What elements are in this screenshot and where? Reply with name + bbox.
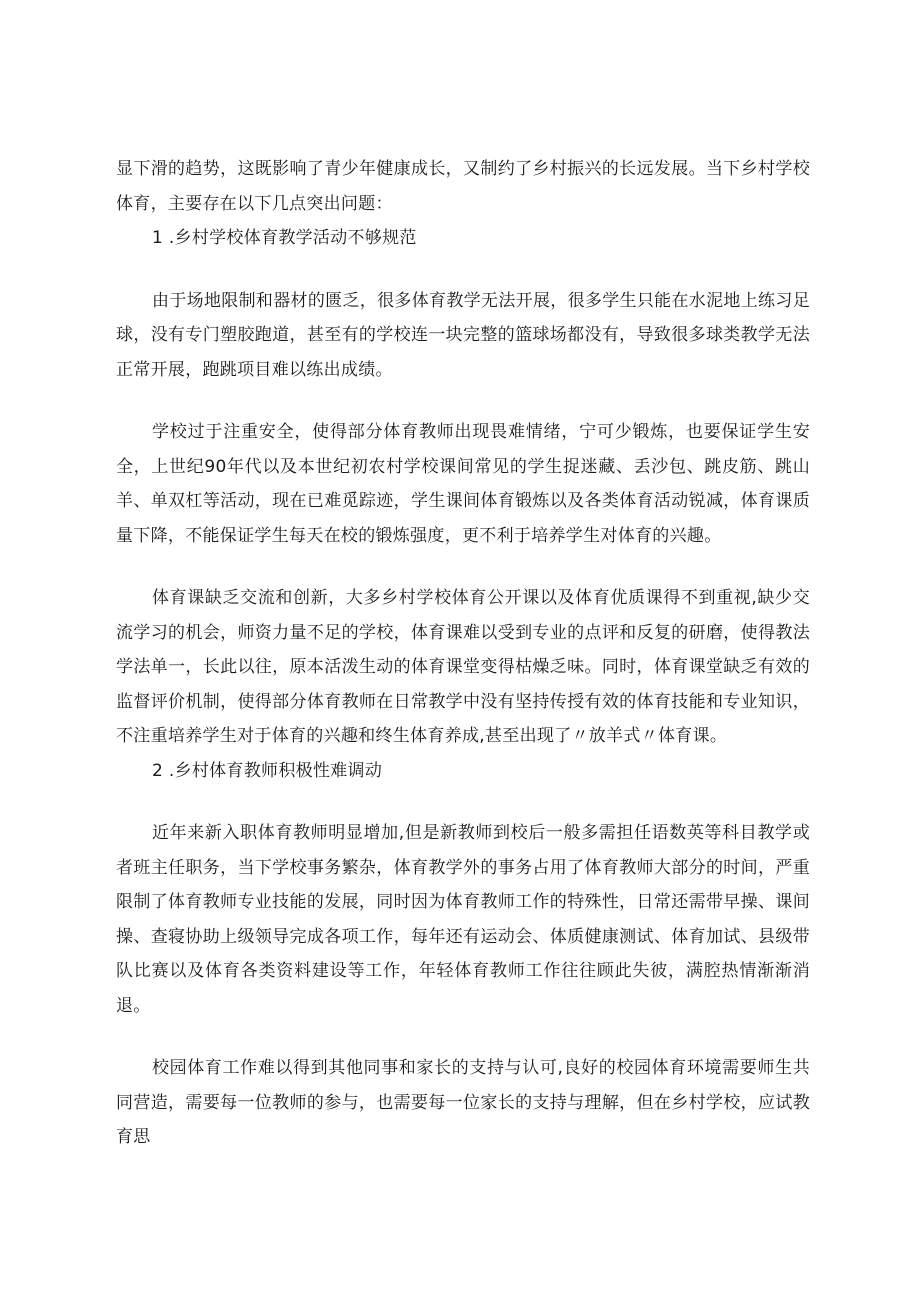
paragraph-intro: 显下滑的趋势，这既影响了青少年健康成长，又制约了乡村振兴的长远发展。当下乡村学校体育，主要存在以下几点突出问题： xyxy=(116,159,810,214)
section-heading-2: 2 .乡村体育教师积极性难调动 xyxy=(152,760,383,781)
paragraph-support: 校园体育工作难以得到其他同事和家长的支持与认可,良好的校园体育环境需要师生共同营造，需要每一位教师的参与，也需要每一位家长的支持与理解，但在乡村学校，应试教育思 xyxy=(116,1058,810,1147)
paragraph-safety: 学校过于注重安全，使得部分体育教师出现畏难情绪，宁可少锻炼，也要保证学生安全，上世纪90年代以及本世纪初农村学校课间常见的学生捉迷藏、丢沙包、跳皮筋、跳山羊、单双杠等活动，现在已难觅踪迹，学生课间体育锻炼以及各类体育活动锐减，体育课质量下降，不能保证学生每天在校的锻炼强度，更不利于培养学生对体育的兴趣。 xyxy=(116,422,810,546)
paragraph-teacher-workload: 近年来新入职体育教师明显增加,但是新教师到校后一般多需担任语数英等科目教学或者班主任职务，当下学校事务繁杂，体育教学外的事务占用了体育教师大部分的时间，严重限制了体育教师专业技能的发展，同时因为体育教师工作的特殊性，日常还需带早操、课间操、查寝协助上级领导完成各项工作，每年还有运动会、体质健康测试、体育加试、县级带队比赛以及体育各类资料建设等工作，年轻体育教师工作往往顾此失彼，满腔热情渐渐消退。 xyxy=(116,823,810,1016)
paragraph-innovation: 体育课缺乏交流和创新，大多乡村学校体育公开课以及体育优质课得不到重视,缺少交流学习的机会，师资力量不足的学校，体育课难以受到专业的点评和反复的研磨，使得教法学法单一，长此以往，原本活泼生动的体育课堂变得枯燥乏味。同时，体育课堂缺乏有效的监督评价机制，使得部分体育教师在日常教学中没有坚持传授有效的体育技能和专业知识，不注重培养学生对于体育的兴趣和终生体育养成,甚至出现了〃放羊式〃体育课。 xyxy=(116,588,810,746)
paragraph-venue-equipment: 由于场地限制和器材的匮乏，很多体育教学无法开展，很多学生只能在水泥地上练习足球，没有专门塑胶跑道，甚至有的学校连一块完整的篮球场都没有，导致很多球类教学无法正常开展，跑跳项目难以练出成绩。 xyxy=(116,290,810,380)
document-body xyxy=(116,152,810,1155)
section-heading-1: 1 .乡村学校体育教学活动不够规范 xyxy=(152,228,417,248)
